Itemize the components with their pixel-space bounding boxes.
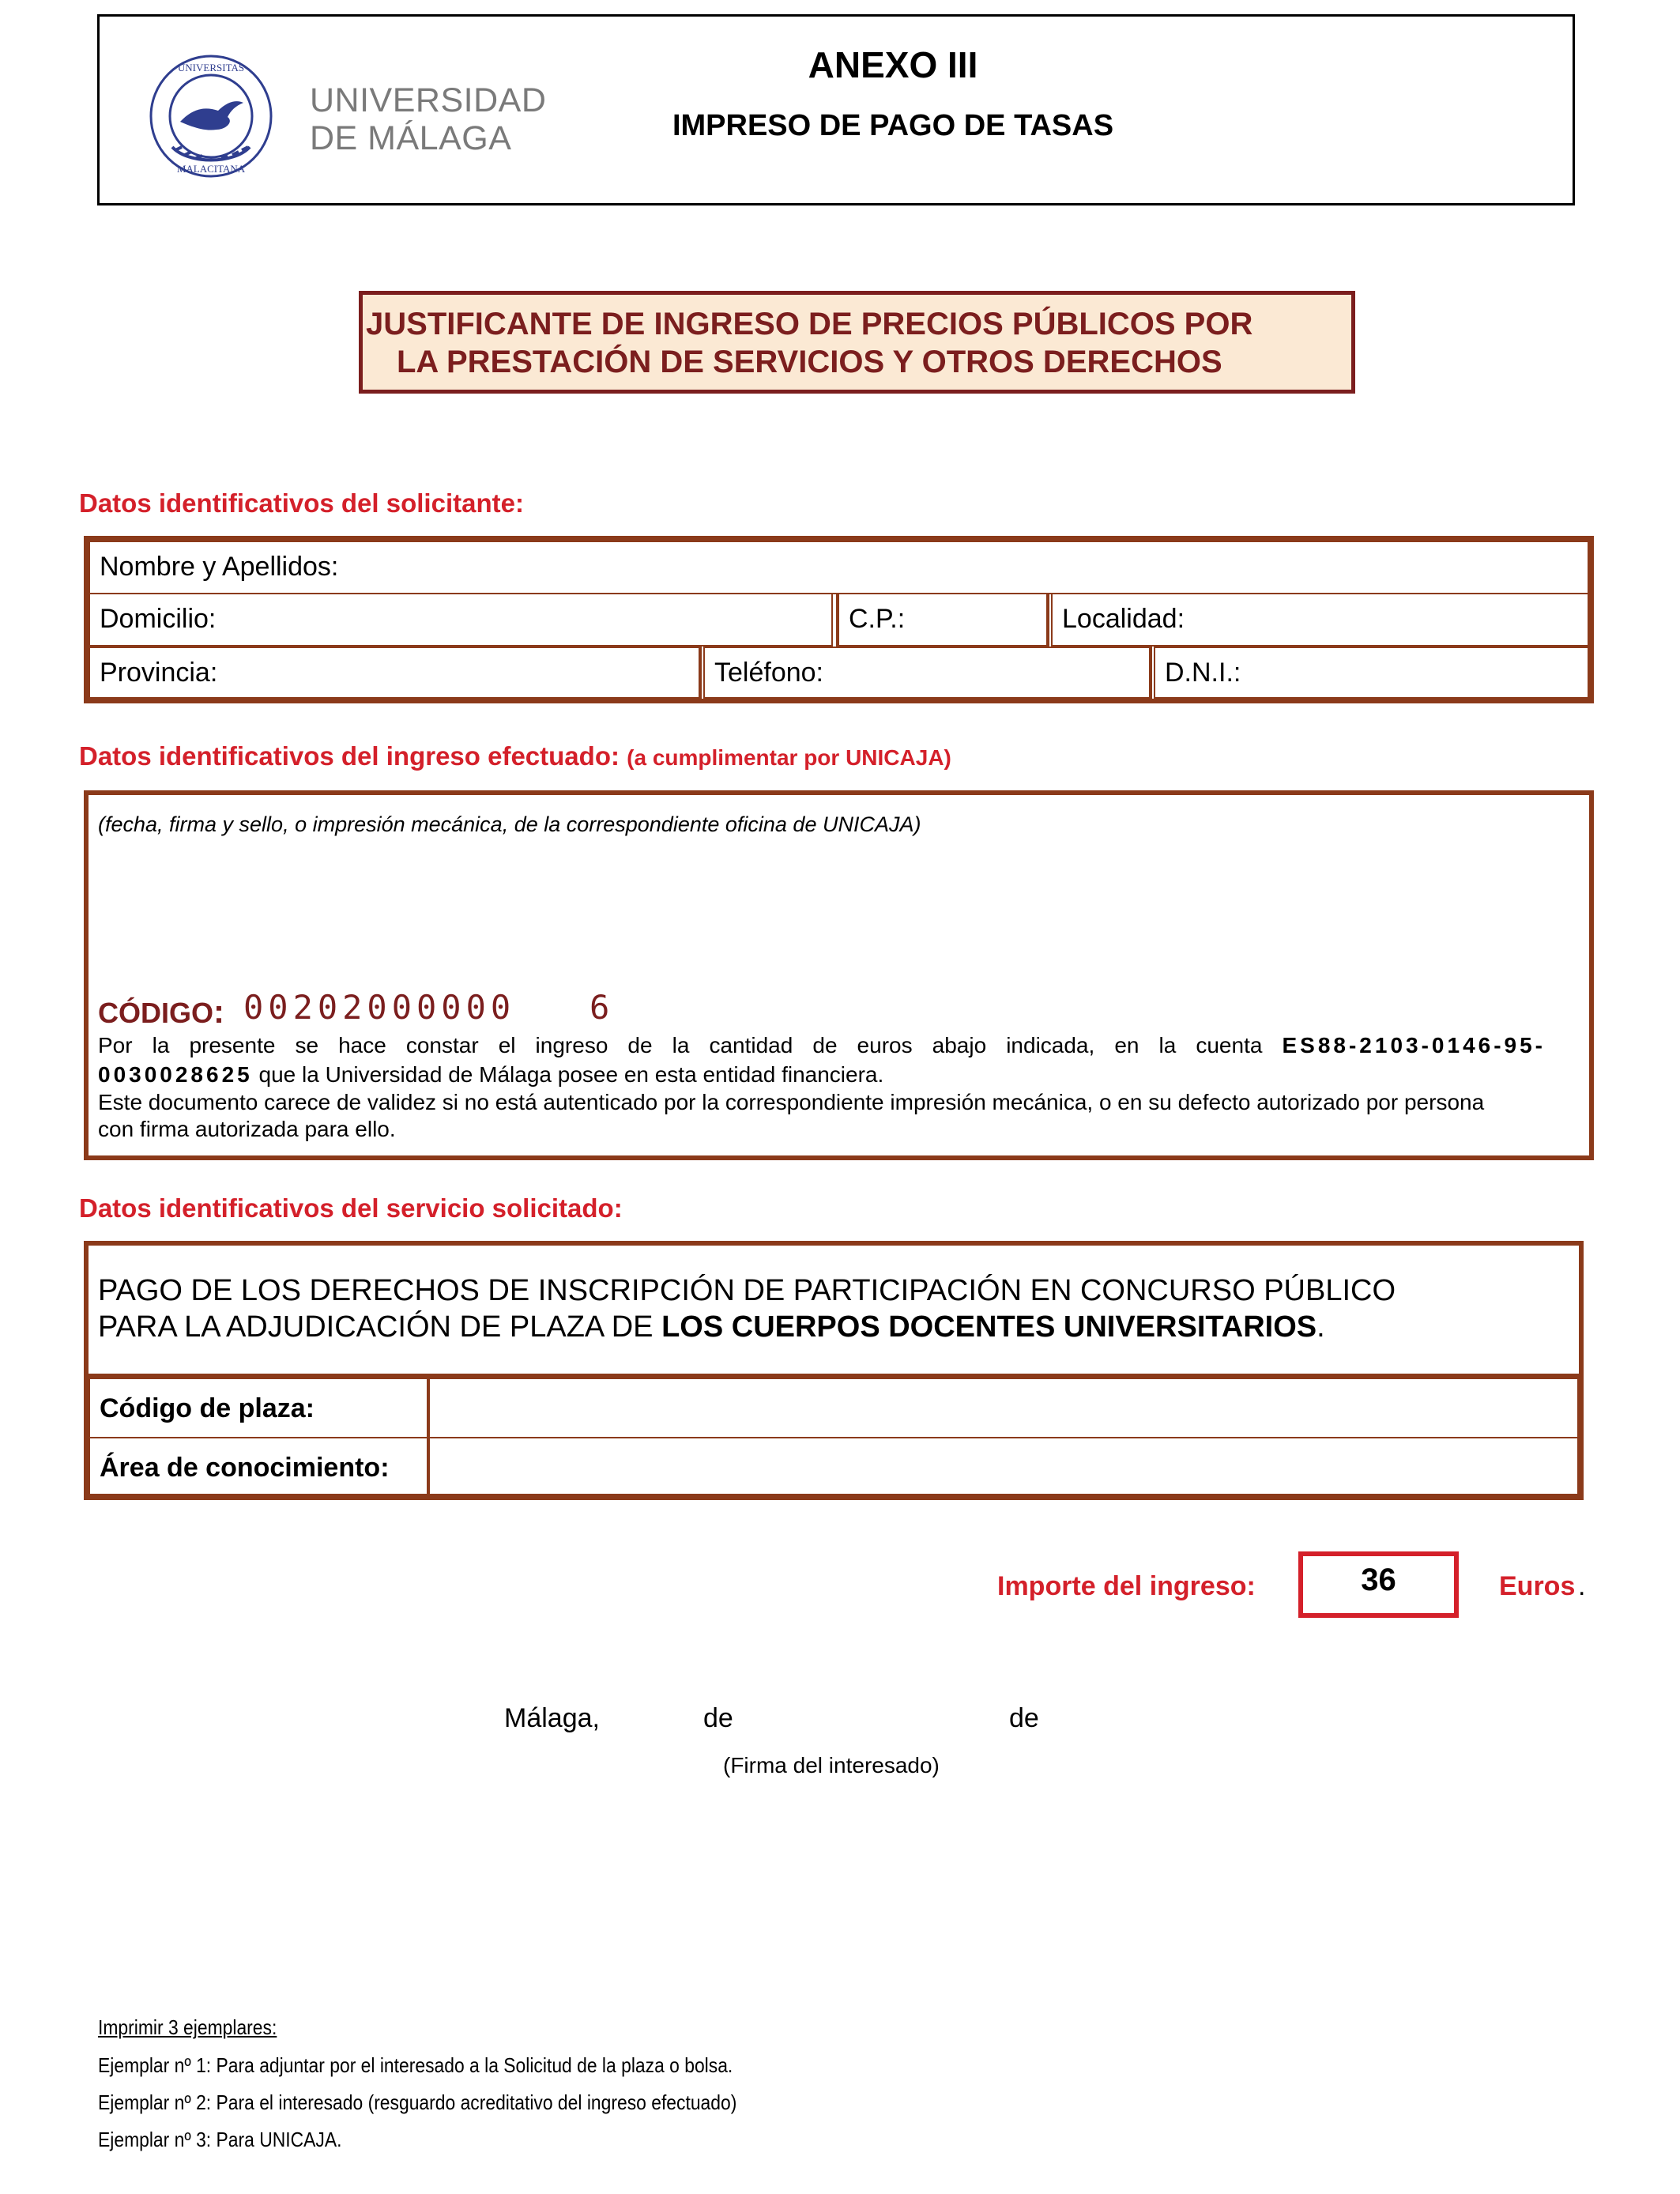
name-label: Nombre y Apellidos:: [100, 552, 339, 582]
service-description-line2-end: .: [1317, 1310, 1325, 1344]
service-description-line2-bold: LOS CUERPOS DOCENTES UNIVERSITARIOS: [661, 1310, 1317, 1344]
code-label-text: CÓDIGO: [98, 997, 214, 1029]
account-number-part2: 0030028625: [98, 1062, 253, 1087]
signature-place: Málaga,: [504, 1703, 600, 1733]
plaza-code-label: Código de plaza:: [100, 1393, 315, 1423]
locality-field[interactable]: [1051, 593, 1589, 647]
phone-field[interactable]: [703, 647, 1152, 699]
service-section-title: Datos identificativos del servicio solicitado:: [79, 1193, 623, 1223]
footer-line3: Ejemplar nº 3: Para UNICAJA.: [98, 2128, 342, 2151]
plaza-code-field[interactable]: [428, 1378, 1579, 1438]
footer-line1: Ejemplar nº 1: Para adjuntar por el interesado a la Solicitud de la plaza o bolsa.: [98, 2053, 733, 2077]
page-subtitle: IMPRESO DE PAGO DE TASAS: [672, 109, 1114, 142]
signature-de-1: de: [703, 1703, 733, 1733]
applicant-section-title: Datos identificativos del solicitante:: [79, 488, 524, 518]
svg-text:MALACITANA: MALACITANA: [176, 163, 246, 175]
code-value: 00202000000 6: [243, 988, 615, 1027]
account-number-part1: ES88-2103-0146-95-: [1282, 1033, 1546, 1057]
footer-heading: Imprimir 3 ejemplares:: [98, 2015, 277, 2039]
province-label: Provincia:: [100, 658, 218, 688]
page-title: ANEXO III: [808, 44, 978, 85]
service-description-line2-a: PARA LA ADJUDICACIÓN DE PLAZA DE: [98, 1310, 662, 1344]
amount-unit-period: .: [1578, 1571, 1586, 1601]
justificante-title-line1: JUSTIFICANTE DE INGRESO DE PRECIOS PÚBLICOS POR: [366, 307, 1253, 341]
payment-section-note: (a cumplimentar por UNICAJA): [627, 745, 951, 770]
cp-field[interactable]: [836, 593, 1049, 647]
payment-text-line1: [98, 1032, 1546, 1059]
justificante-title-line2: LA PRESTACIÓN DE SERVICIOS Y OTROS DERECHOS: [397, 345, 1222, 379]
locality-label: Localidad:: [1062, 604, 1185, 634]
payment-section-title-text: Datos identificativos del ingreso efectuado:: [79, 741, 620, 771]
service-description-line1: PAGO DE LOS DERECHOS DE INSCRIPCIÓN DE PARTICIPACIÓN EN CONCURSO PÚBLICO: [98, 1274, 1396, 1307]
signature-caption: (Firma del interesado): [723, 1753, 940, 1777]
area-label-cell: [89, 1437, 428, 1495]
payment-text-1a: Por la presente se hace constar el ingreso de la cantidad de euros abajo indicada, en la cuenta: [98, 1033, 1263, 1057]
university-name-line2: DE MÁLAGA: [310, 119, 512, 157]
footer-line2: Ejemplar nº 2: Para el interesado (resguardo acreditativo del ingreso efectuado): [98, 2090, 737, 2114]
code-label: [98, 993, 224, 1031]
amount-value: 36: [1361, 1563, 1396, 1597]
amount-unit: Euros: [1499, 1571, 1576, 1601]
university-name: [310, 81, 546, 157]
payment-text-1b: que la Universidad de Málaga posee en esta entidad financiera.: [252, 1062, 884, 1087]
address-field[interactable]: [89, 593, 833, 647]
stamp-note: (fecha, firma y sello, o impresión mecánica, de la correspondiente oficina de UNICAJA): [98, 812, 921, 836]
university-seal-logo: [149, 54, 273, 179]
dni-field[interactable]: [1154, 647, 1589, 699]
cp-label: C.P.:: [849, 604, 906, 634]
province-field[interactable]: [89, 647, 702, 699]
signature-de-2: de: [1009, 1703, 1039, 1733]
code-colon: :: [213, 993, 225, 1030]
validity-text-line1: Este documento carece de validez si no está autenticado por la correspondiente impresión mecánica, o en su defecto autorizado por persona: [98, 1090, 1485, 1114]
phone-label: Teléfono:: [714, 658, 823, 688]
plaza-code-label-cell: [89, 1378, 428, 1438]
seal-text: UNIVERSITAS: [177, 62, 245, 74]
service-description: [98, 1272, 1565, 1345]
address-label: Domicilio:: [100, 604, 217, 634]
service-description-line2: [98, 1309, 1565, 1345]
area-field[interactable]: [428, 1437, 1579, 1495]
university-name-line1: UNIVERSIDAD: [310, 81, 547, 119]
payment-text-line2: [98, 1061, 883, 1088]
amount-label: Importe del ingreso:: [997, 1571, 1256, 1601]
dni-label: D.N.I.:: [1165, 658, 1241, 688]
validity-text-line2: con firma autorizada para ello.: [98, 1117, 396, 1141]
area-label: Área de conocimiento:: [100, 1453, 390, 1483]
name-field[interactable]: [89, 541, 1589, 594]
payment-section-title: [79, 741, 951, 771]
